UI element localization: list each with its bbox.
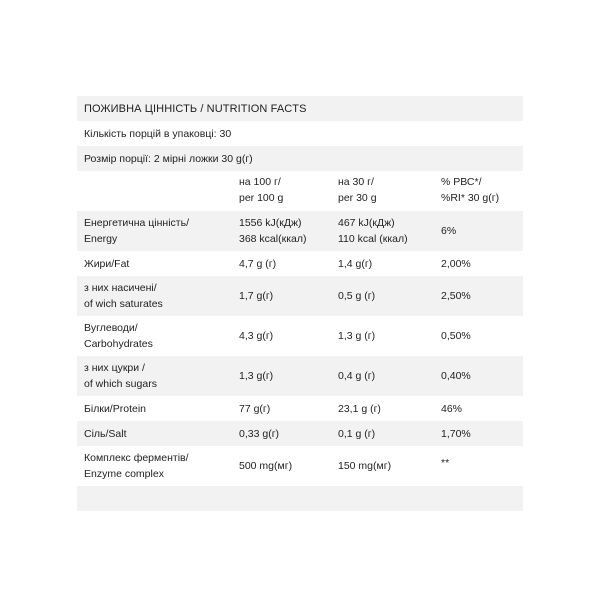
row-name-line2: Energy	[84, 233, 118, 245]
per100-value: 500 mg(мг)	[239, 460, 293, 472]
table-row	[77, 421, 523, 446]
column-header-row	[77, 171, 523, 211]
row-name: Сіль/Salt	[84, 427, 127, 440]
col3-header-line2: %RI* 30 g(г)	[441, 192, 500, 204]
col3-header-line1: % РВС*/	[441, 176, 482, 188]
ri-value: 2,50%	[441, 290, 471, 302]
serving-size-row	[77, 146, 523, 171]
per30-value: 23,1 g (г)	[338, 402, 381, 415]
ri-value: 2,00%	[441, 257, 471, 270]
per100-value: 4,7 g (г)	[239, 257, 277, 270]
table-row	[77, 316, 523, 356]
row-name-line1: Енергетична цінність/	[84, 217, 189, 229]
row-name-line2: of wich saturates	[84, 298, 163, 310]
nutrition-facts-table	[77, 96, 523, 511]
table-row	[77, 356, 523, 396]
ri-value: 1,70%	[441, 427, 471, 440]
per30-value: 0,1 g (г)	[338, 427, 376, 440]
table-row	[77, 446, 523, 486]
table-row	[77, 276, 523, 316]
table-footer-row	[77, 486, 523, 511]
table-row	[77, 396, 523, 421]
per30-value: 150 mg(мг)	[338, 460, 392, 472]
ri-value: **	[441, 457, 450, 469]
row-name-line1: з них насичені/	[84, 282, 157, 294]
per100-value-line2: 368 kcal(ккал)	[239, 233, 307, 245]
table-row	[77, 251, 523, 276]
per100-value: 0,33 g(г)	[239, 427, 280, 440]
row-name-line2: Enzyme complex	[84, 468, 164, 480]
servings-per-pack-row	[77, 121, 523, 146]
ri-value: 0,50%	[441, 330, 471, 342]
per100-value-line1: 1556 kJ(кДж)	[239, 217, 302, 229]
serving-size: Розмір порції: 2 мірні ложки 30 g(г)	[84, 152, 253, 165]
per100-value: 77 g(г)	[239, 402, 271, 415]
row-name-line1: Вуглеводи/	[84, 322, 138, 334]
ri-value: 0,40%	[441, 370, 471, 382]
col1-header-line2: per 100 g	[239, 192, 284, 204]
table-row	[77, 211, 523, 251]
per30-value-line2: 110 kcal (ккал)	[338, 233, 408, 245]
table-title: ПОЖИВНА ЦІННІСТЬ / NUTRITION FACTS	[84, 102, 307, 115]
row-name-line2: of which sugars	[84, 378, 157, 390]
per30-value: 1,3 g (г)	[338, 330, 376, 342]
per100-value: 4,3 g(г)	[239, 330, 274, 342]
row-name: Білки/Protein	[84, 402, 146, 415]
servings-per-pack: Кількість порцій в упаковці: 30	[84, 127, 232, 140]
per100-value: 1,7 g(г)	[239, 290, 274, 302]
per30-value: 1,4 g(г)	[338, 257, 373, 270]
row-name-line2: Carbohydrates	[84, 338, 153, 350]
col1-header-line1: на 100 г/	[239, 176, 281, 188]
row-name: Жири/Fat	[84, 257, 130, 270]
ri-value: 6%	[441, 225, 457, 237]
row-name-line1: з них цукри /	[84, 362, 145, 374]
per30-value-line1: 467 kJ(кДж)	[338, 217, 395, 229]
col2-header-line1: на 30 г/	[338, 176, 374, 188]
row-name-line1: Комплекс ферментів/	[84, 452, 189, 464]
table-title-row	[77, 96, 523, 121]
per30-value: 0,4 g (г)	[338, 370, 376, 382]
per100-value: 1,3 g(г)	[239, 370, 274, 382]
col2-header-line2: per 30 g	[338, 192, 377, 204]
per30-value: 0,5 g (г)	[338, 290, 376, 302]
ri-value: 46%	[441, 402, 463, 415]
